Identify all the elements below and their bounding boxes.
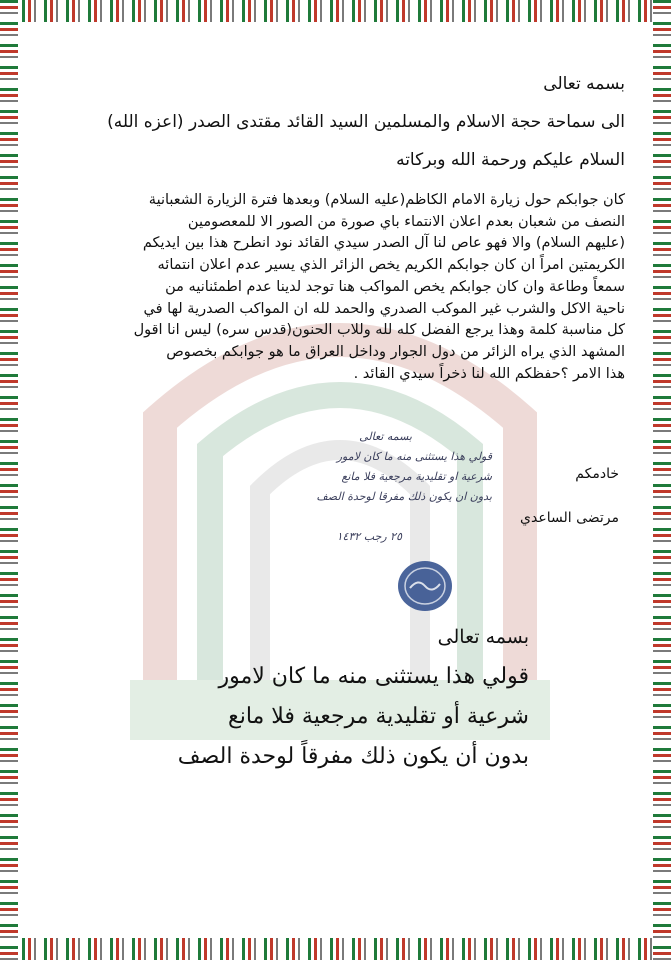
letter-page <box>22 22 649 938</box>
basmala-heading: بسمه تعالى <box>543 74 625 94</box>
handwritten-line: قولي هذا يستثنى منه ما كان لامور <box>336 450 492 463</box>
reply-line: شرعية أو تقليدية مرجعية فلا مانع <box>227 704 529 729</box>
body-line: كل مناسبة كلمة وهذا يرجع الفضل كله لله وللاب الحنون(قدس سره) ليس انا اقول <box>133 322 625 339</box>
body-line: (عليهم السلام) والا فهو عاص لنا آل الصدر سيدي القائد نود انطرح هذا بين ايديكم <box>142 235 625 252</box>
closing-line: خادمكم <box>575 466 619 482</box>
handwritten-date: ٢٥ رجب ١٤٣٢ <box>336 530 402 543</box>
body-line: سمعاً وطاعة وان كان جوابكم يخص المواكب هنا توجد لدينا عدم اطمئنانيه من <box>165 278 625 295</box>
decorative-border-top <box>0 0 671 22</box>
reply-line: قولي هذا يستثنى منه ما كان لامور <box>218 664 529 689</box>
reply-line: بدون أن يكون ذلك مفرقاً لوحدة الصف <box>177 744 529 769</box>
body-line: المشهد الذي يراه الزائر من دول الجوار وداخل العراق ما هو جوابكم بخصوص <box>166 343 625 360</box>
letter-body <box>35 190 625 385</box>
decorative-border-left <box>0 0 18 960</box>
handwritten-line: شرعية او تقليدية مرجعية فلا مانع <box>341 470 492 483</box>
handwritten-line: بسمه تعالى <box>359 430 412 443</box>
handwritten-line: بدون ان يكون ذلك مفرقا لوحدة الصف <box>316 490 492 503</box>
handwritten-reply <box>262 426 492 586</box>
body-line: كان جوابكم حول زيارة الامام الكاظم(عليه السلام) وبعدها فترة الزيارة الشعبانية <box>148 192 625 208</box>
greeting-line: السلام عليكم ورحمة الله وبركاته <box>396 150 625 170</box>
body-line: الكريمتين امراً ان كان جوابكم الكريم يخص الزائر الذي يسير عدم اعلان انتمائه <box>157 257 625 274</box>
stamp-seal-icon <box>396 558 454 614</box>
reply-heading: بسمه تعالى <box>437 626 529 648</box>
recipient-line: الى سماحة حجة الاسلام والمسلمين السيد القائد مقتدى الصدر (اعزه الله) <box>107 112 625 132</box>
sender-signature: مرتضى الساعدي <box>520 510 619 526</box>
decorative-border-right <box>653 0 671 960</box>
body-line: ناحية الاكل والشرب غير الموكب الصدري والحمد لله ان المواكب الصدرية لها في <box>143 300 625 317</box>
body-line: هذا الامر ؟حفظكم الله لنا ذخراً سيدي القائد . <box>353 365 625 382</box>
decorative-border-bottom <box>0 938 671 960</box>
body-line: النصف من شعبان بعدم اعلان الانتماء باي صورة من الصور الا للمعصومين <box>187 213 625 230</box>
